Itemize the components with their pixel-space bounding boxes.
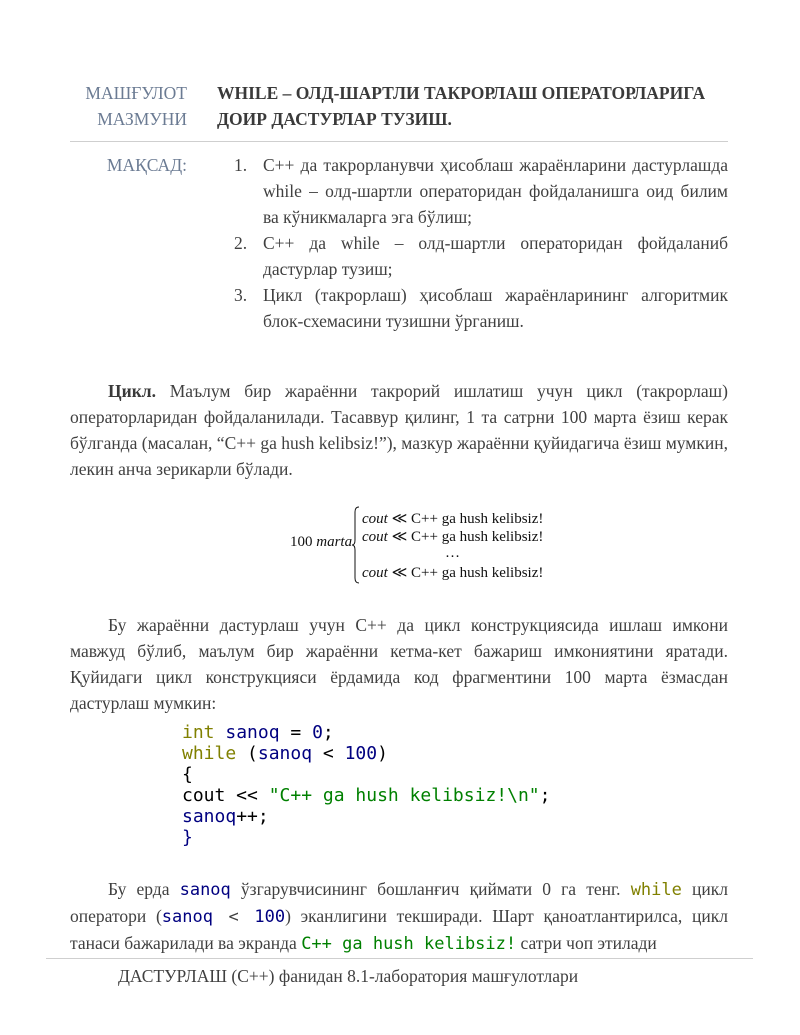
inline-code-string: C++ ga hush kelibsiz! [301, 934, 517, 954]
code-block [182, 722, 550, 848]
intro-paragraph [70, 378, 728, 482]
inline-code-number: 100 [254, 907, 286, 927]
inline-code-variable: sanoq [179, 880, 231, 900]
inline-code-variable: sanoq [161, 907, 213, 927]
code-line: { [182, 764, 193, 785]
goal-item [234, 282, 728, 334]
intro-text: Маълум бир жараённи такрорий ишлатиш учун цикл (такрорлаш) операторларидан фойдаланилади. Тасаввур қилинг, 1 та сатрни 100 марта ёзиш керак бўлганда (масалан, “C++ ga hush kelibsiz!”), мазкур жараённи қуйидагича ёзиш мумкин, лекин анча зерикарли бўлади. [70, 381, 728, 479]
goal-item-text: C++ да while – олд-шартли операторидан фойдаланиб дастурлар тузиш; [263, 233, 728, 279]
formula-count [290, 534, 352, 551]
formula-line: cout ≪ C++ ga hush kelibsiz! [362, 529, 544, 545]
lesson-title [217, 80, 728, 132]
header-label [70, 80, 187, 132]
loop-explanation-paragraph: Бу жараённи дастурлаш учун C++ да цикл конструкциясида ишлаш имкони мавжуд бўлиб, маълум бир жараённи кетма-кет бажариш имкониятини яратади. Қуйидаги цикл конструкцияси ёрдамида код фрагментини 100 марта ёзмасдан дастурлаш мумкин: [70, 615, 728, 713]
code-line: sanoq++; [182, 806, 269, 827]
goal-item-number: 2. [234, 233, 248, 253]
intro-term: Цикл. [108, 381, 156, 401]
header-label-line2: МАЗМУНИ [97, 109, 187, 129]
code-explanation-paragraph: Бу ерда sanoq ўзгарувчисининг бошланғич қиймати 0 га тенг. while цикл оператори (sanoq < 100) эканлигини текширади. Шарт қаноатлантирилса, цикл танаси бажарилади ва экранда C++ ga hush kelibsiz! сатри чоп этилади [70, 879, 728, 954]
curly-brace-icon [352, 506, 360, 584]
formula-count-number: 100 [290, 534, 313, 550]
goal-item-text: C++ да такрорланувчи ҳисоблаш жараёнларини дастурлашда while – олд-шартли операторидан фойдаланишга оид билим ва кўникмаларга эга бўлиш; [263, 155, 728, 227]
lesson-title-line2: ДОИР ДАСТУРЛАР ТУЗИШ. [217, 109, 452, 129]
inline-code-keyword: while [630, 880, 682, 900]
lesson-title-line1: WHILE – ОЛД-ШАРТЛИ ТАКРОРЛАШ ОПЕРАТОРЛАРИГА [217, 83, 706, 103]
goal-item-number: 1. [234, 155, 248, 175]
goal-item-number: 3. [234, 285, 248, 305]
formula-line: cout ≪ C++ ga hush kelibsiz! [362, 565, 544, 581]
formula-count-unit: marta [316, 534, 353, 550]
lesson-header [70, 80, 728, 132]
code-line: } [182, 827, 193, 848]
code-line: cout << "C++ ga hush kelibsiz!\n"; [182, 785, 551, 806]
header-label-line1: МАШҒУЛОТ [85, 83, 187, 103]
goal-item [234, 230, 728, 282]
formula-line: cout ≪ C++ ga hush kelibsiz! [362, 511, 544, 527]
goal-item-text: Цикл (такрорлаш) ҳисоблаш жараёнларининг алгоритмик блок-схемасини тузишни ўрганиш. [263, 285, 728, 331]
goal-label: МАҚСАД: [106, 155, 187, 175]
page-footer: ДАСТУРЛАШ (C++) фанидан 8.1-лаборатория машғулотлари [118, 966, 579, 986]
footer-divider [46, 958, 753, 959]
repetition-formula [290, 506, 570, 586]
header-divider [70, 141, 728, 142]
goal-item [234, 152, 728, 230]
goal-list [234, 152, 728, 334]
formula-ellipsis: … [445, 545, 460, 561]
code-line: while (sanoq < 100) [182, 743, 388, 764]
code-line: int sanoq = 0; [182, 722, 334, 743]
goal-section [70, 152, 728, 334]
